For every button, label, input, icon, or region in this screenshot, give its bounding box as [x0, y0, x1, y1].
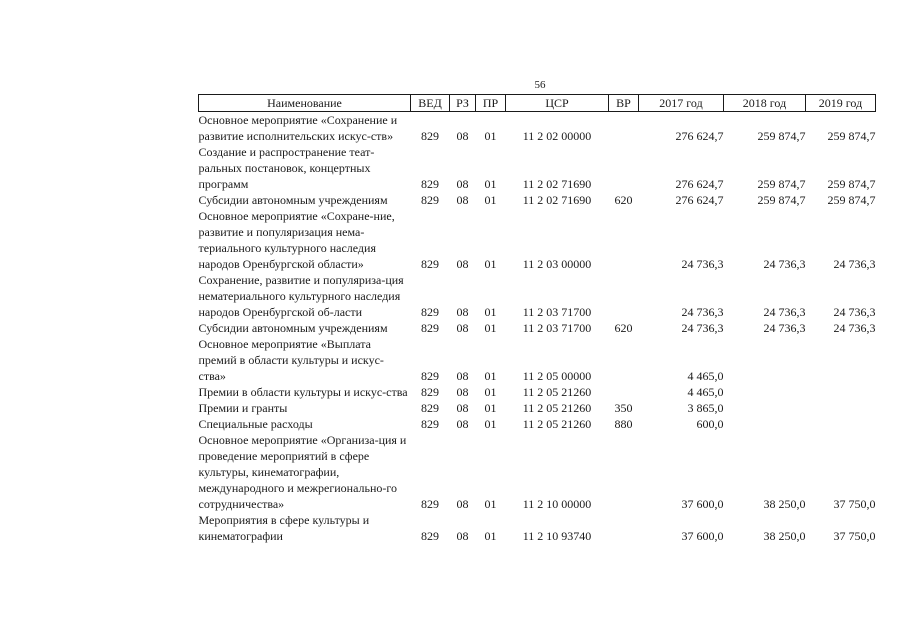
table-row: [199, 432, 876, 512]
table-header-row: [199, 95, 876, 112]
cell-2017: 4 465,0: [687, 369, 724, 383]
cell-name: Основное мероприятие «Выплата премий в области культуры и искус-ства»: [198, 337, 384, 383]
cell-vr: [609, 272, 639, 320]
cell-2019: 37 750,0: [833, 529, 876, 543]
cell-2018: [724, 400, 806, 416]
header-name: Наименование: [199, 95, 411, 112]
header-2018: 2018 год: [724, 95, 806, 112]
cell-csr: 11 2 03 71700: [522, 305, 592, 319]
cell-rz: 08: [456, 529, 469, 543]
cell-2017: 276 624,7: [675, 177, 724, 191]
cell-2018: 259 874,7: [757, 129, 806, 143]
cell-2017: 600,0: [696, 417, 724, 431]
cell-2017: 24 736,3: [681, 257, 724, 271]
cell-vr: [609, 336, 639, 384]
table-row: [199, 336, 876, 384]
cell-rz: 08: [456, 401, 469, 415]
cell-csr: 11 2 03 71700: [522, 321, 592, 335]
cell-ved: 829: [421, 417, 439, 431]
cell-rz: 08: [456, 177, 469, 191]
cell-2019: 259 874,7: [827, 129, 876, 143]
cell-name: Премии и гранты: [198, 401, 288, 415]
cell-csr: 11 2 05 21260: [522, 417, 592, 431]
cell-vr: [609, 112, 639, 145]
cell-vr: 620: [614, 193, 633, 207]
cell-pr: 01: [484, 529, 497, 543]
cell-csr: 11 2 05 21260: [522, 385, 592, 399]
cell-name: Основное мероприятие «Организа-ция и проведение мероприятий в сфере культуры, кинематографии, международного и межрегионально-го сотрудничества»: [198, 433, 407, 511]
cell-ved: 829: [421, 129, 439, 143]
cell-2018: 24 736,3: [763, 305, 806, 319]
table-row: [199, 400, 876, 416]
cell-rz: 08: [456, 369, 469, 383]
cell-ved: 829: [421, 193, 439, 207]
table-row: [199, 512, 876, 544]
table-row: [199, 144, 876, 192]
header-vr: ВР: [609, 95, 639, 112]
cell-csr: 11 2 05 21260: [522, 401, 592, 415]
cell-ved: 829: [421, 401, 439, 415]
cell-2018: 38 250,0: [763, 497, 806, 511]
cell-ved: 829: [421, 321, 439, 335]
header-csr: ЦСР: [506, 95, 609, 112]
cell-rz: 08: [456, 305, 469, 319]
cell-ved: 829: [421, 497, 439, 511]
cell-rz: 08: [456, 193, 469, 207]
cell-pr: 01: [484, 305, 497, 319]
cell-csr: 11 2 02 71690: [522, 193, 592, 207]
cell-csr: 11 2 10 93740: [522, 529, 592, 543]
table-row: [199, 320, 876, 336]
cell-2019: 259 874,7: [827, 193, 876, 207]
cell-ved: 829: [421, 369, 439, 383]
cell-name: Специальные расходы: [198, 417, 313, 431]
cell-2018: 259 874,7: [757, 193, 806, 207]
cell-ved: 829: [421, 257, 439, 271]
cell-vr: [609, 208, 639, 272]
cell-csr: 11 2 02 71690: [522, 177, 592, 191]
cell-2017: 37 600,0: [681, 497, 724, 511]
cell-2018: [724, 336, 806, 384]
table-row: [199, 416, 876, 432]
cell-name: Субсидии автономным учреждениям: [198, 193, 388, 207]
cell-vr: [609, 432, 639, 512]
cell-2019: 24 736,3: [833, 305, 876, 319]
table-row: [199, 272, 876, 320]
cell-2018: [724, 416, 806, 432]
cell-2018: [724, 384, 806, 400]
cell-name: Основное мероприятие «Сохранение и развитие исполнительских искус-ств»: [198, 113, 398, 143]
cell-2017: 276 624,7: [675, 193, 724, 207]
cell-vr: 620: [614, 321, 633, 335]
cell-vr: 350: [614, 401, 633, 415]
cell-pr: 01: [484, 177, 497, 191]
table-row: [199, 384, 876, 400]
cell-name: Сохранение, развитие и популяриза-ция нематериального культурного наследия народов Оренбургской об-ласти: [198, 273, 404, 319]
table-body: [199, 112, 876, 545]
cell-2019: 37 750,0: [833, 497, 876, 511]
cell-ved: 829: [421, 305, 439, 319]
cell-pr: 01: [484, 193, 497, 207]
header-2017: 2017 год: [639, 95, 724, 112]
cell-name: Основное мероприятие «Сохране-ние, развитие и популяризация нема-териального культурного наследия народов Оренбургской области»: [198, 209, 395, 271]
page-number: 56: [534, 79, 546, 91]
cell-csr: 11 2 10 00000: [522, 497, 592, 511]
cell-2019: [806, 384, 876, 400]
cell-name: Субсидии автономным учреждениям: [198, 321, 388, 335]
cell-pr: 01: [484, 257, 497, 271]
cell-rz: 08: [456, 385, 469, 399]
cell-pr: 01: [484, 129, 497, 143]
cell-rz: 08: [456, 321, 469, 335]
header-ved: ВЕД: [411, 95, 450, 112]
table-row: [199, 208, 876, 272]
cell-2018: 24 736,3: [763, 257, 806, 271]
cell-vr: [609, 512, 639, 544]
header-rz: РЗ: [450, 95, 476, 112]
cell-2019: 24 736,3: [833, 257, 876, 271]
budget-table: [198, 94, 876, 544]
header-2019: 2019 год: [806, 95, 876, 112]
cell-2018: 38 250,0: [763, 529, 806, 543]
cell-2017: 3 865,0: [687, 401, 724, 415]
cell-vr: [609, 144, 639, 192]
cell-2019: [806, 400, 876, 416]
cell-2017: 4 465,0: [687, 385, 724, 399]
cell-pr: 01: [484, 321, 497, 335]
cell-pr: 01: [484, 369, 497, 383]
cell-2018: 259 874,7: [757, 177, 806, 191]
cell-pr: 01: [484, 497, 497, 511]
cell-2019: 259 874,7: [827, 177, 876, 191]
cell-2017: 24 736,3: [681, 305, 724, 319]
cell-vr: [609, 384, 639, 400]
cell-2019: 24 736,3: [833, 321, 876, 335]
cell-pr: 01: [484, 417, 497, 431]
cell-name: Мероприятия в сфере культуры и кинематографии: [198, 513, 370, 543]
cell-ved: 829: [421, 385, 439, 399]
cell-2017: 24 736,3: [681, 321, 724, 335]
cell-csr: 11 2 03 00000: [522, 257, 592, 271]
cell-2017: 276 624,7: [675, 129, 724, 143]
table-row: [199, 192, 876, 208]
table-row: [199, 112, 876, 145]
cell-name: Премии в области культуры и искус-ства: [198, 385, 408, 399]
cell-rz: 08: [456, 129, 469, 143]
cell-rz: 08: [456, 417, 469, 431]
cell-2019: [806, 336, 876, 384]
cell-vr: 880: [614, 417, 633, 431]
header-pr: ПР: [476, 95, 506, 112]
cell-pr: 01: [484, 385, 497, 399]
cell-csr: 11 2 02 00000: [522, 129, 592, 143]
cell-pr: 01: [484, 401, 497, 415]
cell-ved: 829: [421, 177, 439, 191]
cell-csr: 11 2 05 00000: [522, 369, 592, 383]
cell-2019: [806, 416, 876, 432]
cell-rz: 08: [456, 497, 469, 511]
cell-2017: 37 600,0: [681, 529, 724, 543]
cell-name: Создание и распространение теат-ральных постановок, концертных программ: [198, 145, 375, 191]
cell-rz: 08: [456, 257, 469, 271]
cell-ved: 829: [421, 529, 439, 543]
cell-2018: 24 736,3: [763, 321, 806, 335]
